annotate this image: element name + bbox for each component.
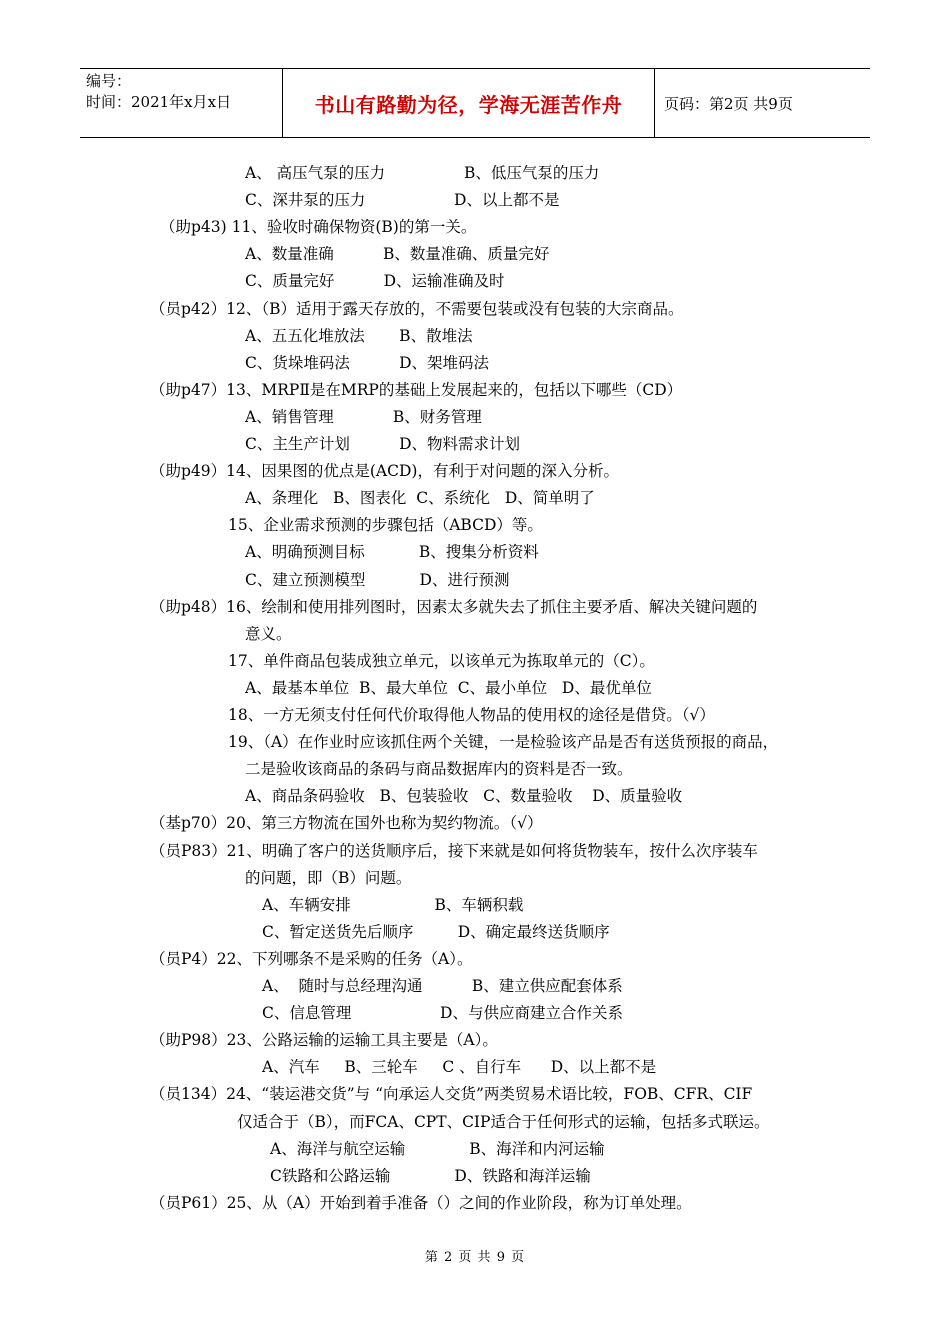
page-footer: 第 2 页 共 9 页 bbox=[424, 1250, 526, 1265]
text-line: A、 随时与总经理沟通 B、建立供应配套体系 bbox=[262, 977, 623, 995]
page-header bbox=[80, 68, 870, 138]
text-line: A、销售管理 B、财务管理 bbox=[245, 407, 482, 426]
text-line: C、建立预测模型 D、进行预测 bbox=[245, 570, 510, 589]
text-line: 15、企业需求预测的步骤包括（ABCD）等。 bbox=[228, 516, 543, 535]
text-line: （助p47）13、MRPⅡ是在MRP的基础上发展起来的，包括以下哪些（CD） bbox=[150, 380, 683, 399]
text-line: 仅适合于（B），而FCA、CPT、CIP适合于任何形式的运输，包括多式联运。 bbox=[237, 1112, 770, 1131]
text-line: A、商品条码验收 B、包装验收 C、数量验收 D、质量验收 bbox=[245, 787, 683, 806]
text-line: C铁路和公路运输 D、铁路和海洋运输 bbox=[270, 1166, 591, 1185]
text-line: （助p49）14、因果图的优点是(ACD)，有利于对问题的深入分析。 bbox=[150, 462, 619, 481]
text-line: A、车辆安排 B、车辆积载 bbox=[262, 895, 524, 914]
header-left-cell bbox=[86, 71, 231, 113]
text-line: 19、（A）在作业时应该抓住两个关键，一是检验该产品是否有送货预报的商品， bbox=[228, 733, 779, 752]
text-line: C、暂定送货先后顺序 D、确定最终送货顺序 bbox=[262, 922, 610, 941]
text-line: A、汽车 B、三轮车 C 、自行车 D、以上都不是 bbox=[262, 1058, 657, 1077]
header-motto: 书山有路勤为径，学海无涯苦作舟 bbox=[282, 69, 655, 137]
text-line: （员p42）12、（B）适用于露天存放的，不需要包装或没有包装的大宗商品。 bbox=[150, 299, 684, 318]
text-line: A、最基本单位 B、最大单位 C、最小单位 D、最优单位 bbox=[245, 678, 652, 697]
text-line: 18、一方无须支付任何代价取得他人物品的使用权的途径是借贷。（√） bbox=[228, 706, 715, 724]
text-line: （员P4）22、下列哪条不是采购的任务（A）。 bbox=[150, 949, 473, 968]
text-line: C、主生产计划 D、物料需求计划 bbox=[245, 435, 521, 453]
text-line: （员P83）21、明确了客户的送货顺序后，接下来就是如何将货物装车，按什么次序装车 bbox=[150, 841, 758, 860]
text-line: A、 高压气泵的压力 B、低压气泵的压力 bbox=[245, 164, 600, 182]
text-line: C、深井泵的压力 D、以上都不是 bbox=[245, 191, 560, 210]
header-page-info: 页码：第2页 共9页 bbox=[664, 95, 793, 113]
text-line: C、信息管理 D、与供应商建立合作关系 bbox=[262, 1004, 623, 1023]
text-line: A、明确预测目标 B、搜集分析资料 bbox=[245, 543, 539, 562]
serial-label: 编号： bbox=[86, 72, 132, 90]
text-line: A、数量准确 B、数量准确、质量完好 bbox=[245, 245, 550, 264]
text-line: （员134）24、“装运港交货”与 “向承运人交货”两类贸易术语比较，FOB、CFR、CIF bbox=[150, 1085, 753, 1104]
text-line: （助p48）16、绘制和使用排列图时，因素太多就失去了抓住主要矛盾、解决关键问题的 bbox=[150, 597, 758, 616]
text-line: （助P98）23、公路运输的运输工具主要是（A）。 bbox=[150, 1031, 498, 1050]
text-line: （助p43) 11、验收时确保物资(B)的第一关。 bbox=[160, 218, 477, 237]
text-line: A、条理化 B、图表化 C、系统化 D、简单明了 bbox=[245, 489, 595, 508]
text-line: 的问题，即（B）问题。 bbox=[245, 868, 412, 887]
text-line: （基p70）20、第三方物流在国外也称为契约物流。（√） bbox=[150, 814, 543, 833]
text-line: 意义。 bbox=[245, 624, 292, 643]
text-line: （员P61）25、从（A）开始到着手准备（）之间的作业阶段，称为订单处理。 bbox=[150, 1193, 692, 1212]
text-line: C、质量完好 D、运输准确及时 bbox=[245, 272, 505, 291]
text-line: C、货垛堆码法 D、架堆码法 bbox=[245, 353, 490, 372]
text-line: 二是验收该商品的条码与商品数据库内的资料是否一致。 bbox=[245, 760, 633, 779]
text-line: 17、单件商品包装成独立单元，以该单元为拣取单元的（C）。 bbox=[228, 651, 655, 670]
time-label: 时间：2021年x月x日 bbox=[86, 93, 232, 111]
text-line: A、海洋与航空运输 B、海洋和内河运输 bbox=[270, 1139, 605, 1158]
text-line: A、五五化堆放法 B、散堆法 bbox=[245, 326, 473, 345]
